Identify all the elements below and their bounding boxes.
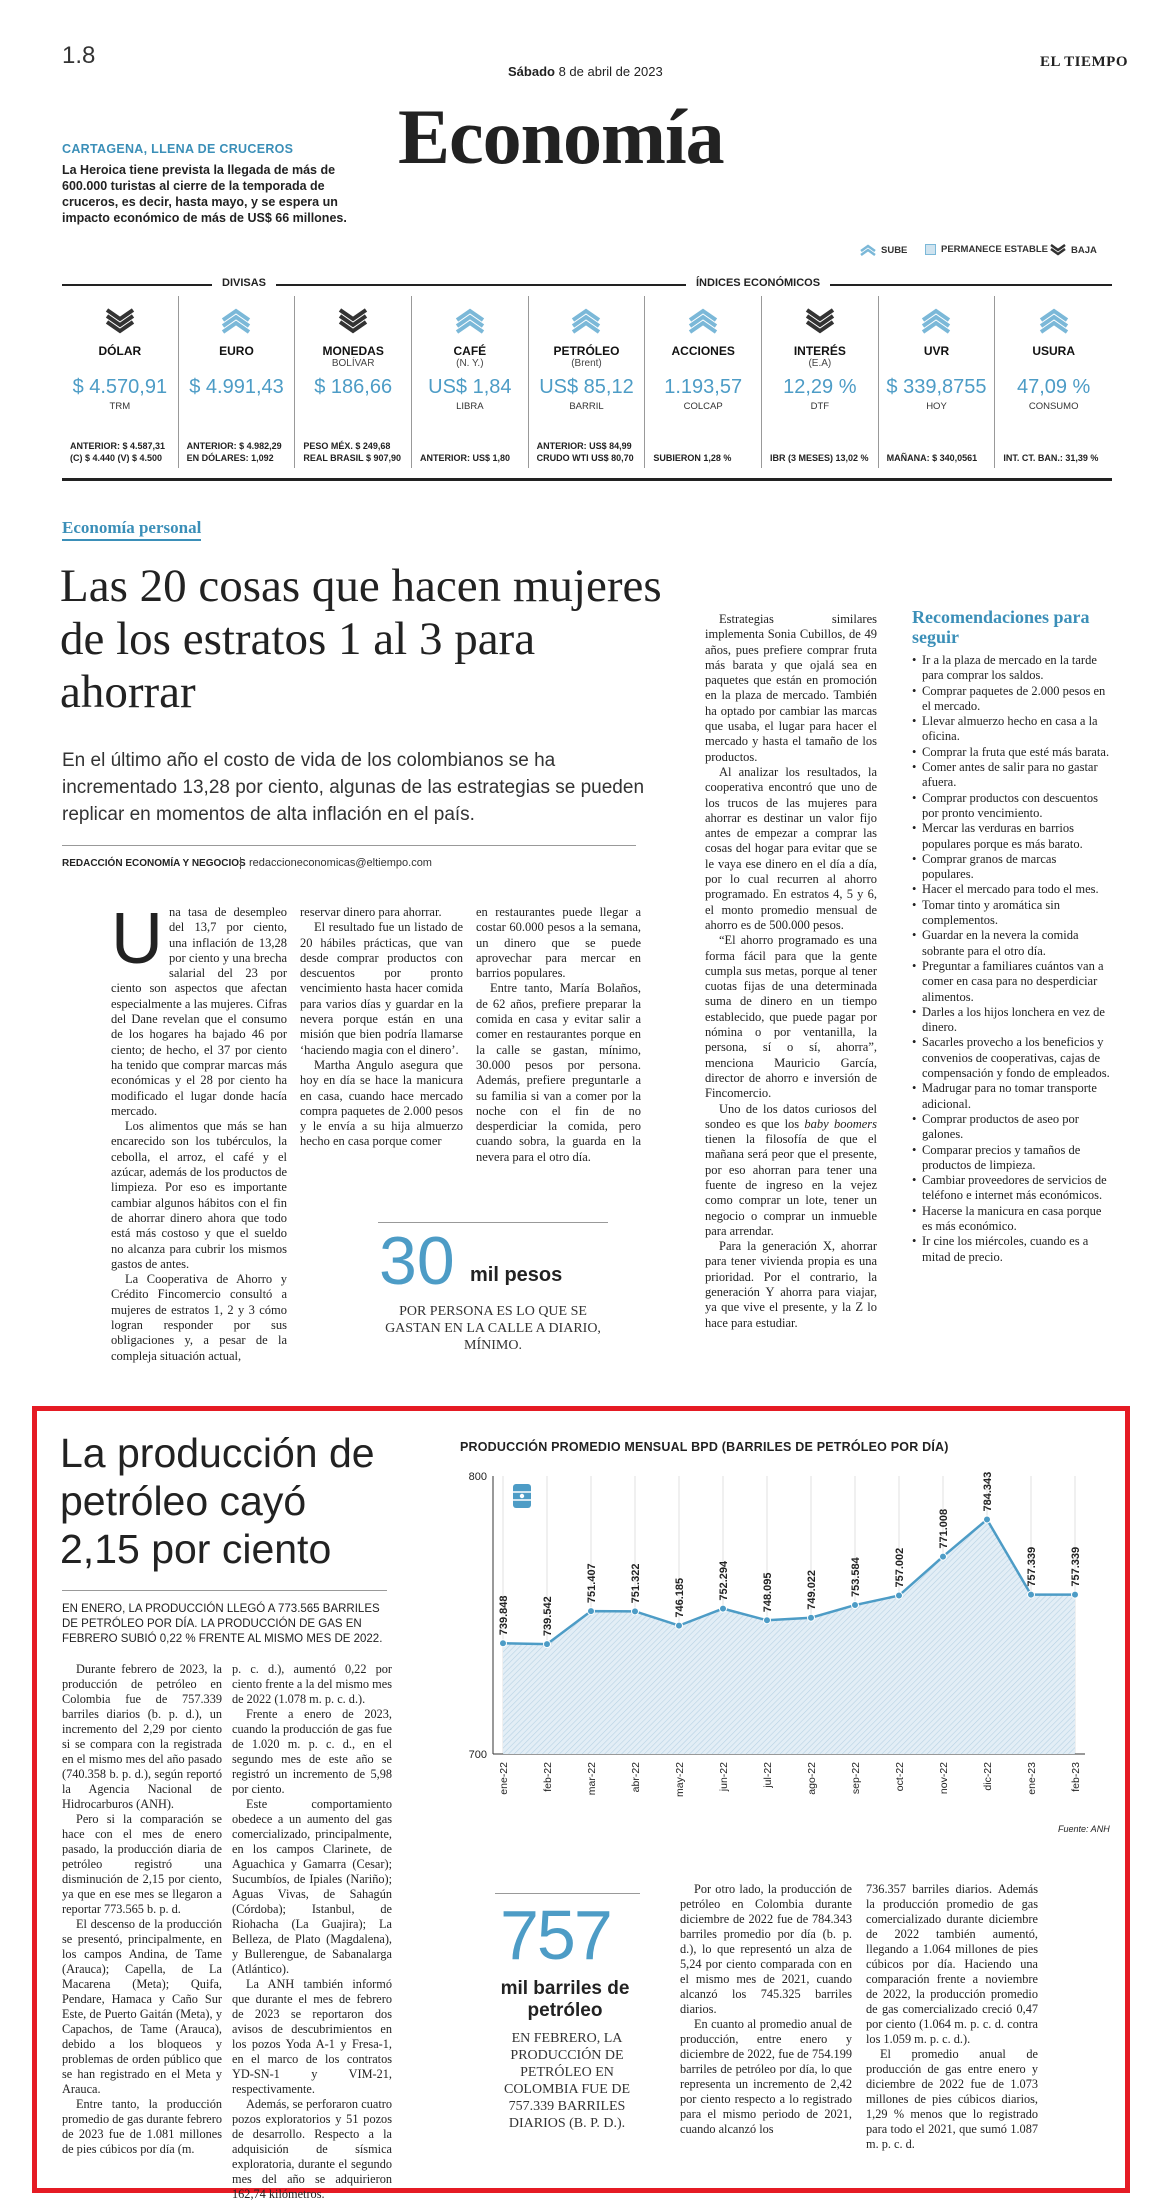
indicator-unit: HOY [926, 401, 947, 412]
chart-x-tick-label: may-22 [674, 1762, 686, 1798]
indicator-value: $ 4.991,43 [189, 376, 284, 398]
indicator-unit: TRM [109, 401, 131, 412]
indicator-foot-1: MAÑANA: $ 340,0561 [886, 453, 978, 463]
pull-quote-unit: mil pesos [470, 1264, 563, 1286]
indicator-value: 47,09 % [1016, 376, 1091, 398]
chart-x-tick-label: feb-22 [542, 1762, 554, 1792]
chart-x-tick-label: mar-22 [586, 1762, 598, 1796]
oil-column-4 [866, 1882, 1038, 2152]
trend-up-icon [220, 306, 252, 336]
issue-day: Sábado [508, 64, 555, 79]
oil-barrel-icon [513, 1484, 531, 1508]
article-col1-p3: La Cooperativa de Ahorro y Crédito Fincomercio consultó a mujeres de estratos 1, 2 y 3 cómo logran responder por sus obligaciones y, a pesar de la compleja situación actual, [111, 1272, 287, 1363]
chart-point [632, 1608, 639, 1615]
chart-point [544, 1641, 551, 1648]
chart-x-tick-label: ene-22 [498, 1762, 510, 1795]
trend-down-icon [104, 306, 136, 336]
chart-data-label: 751.322 [630, 1563, 642, 1604]
chart-data-label: 749.022 [806, 1569, 818, 1610]
recommendation-item: • Sacarles provecho a los beneficios y convenios de cooperativas, cajas de compensación y fondo de empleados. [912, 1035, 1110, 1081]
article-column-4 [705, 612, 877, 1331]
indicator-value: $ 339,8755 [886, 376, 987, 398]
oil-production-chart [455, 1462, 1095, 1824]
recommendation-item: • Madrugar para no tomar transporte adicional. [912, 1081, 1110, 1112]
chart-x-tick-label: sep-22 [850, 1762, 862, 1795]
article-col2-p3: Martha Angulo asegura que hoy en día se hace la manicura en casa, cuando hace mercado compra paquetes de 2.000 pesos y le envía a su hija almuerzo hecho en casa porque comer [300, 1057, 463, 1149]
section-title: Economía [398, 93, 724, 180]
oil-col2-p2: Frente a enero de 2023, cuando la producción de gas fue de 1.020 m. p. c. d., en el segundo mes de este año se registró un incremento de 5,98 por ciento. [232, 1707, 392, 1796]
legend-up [860, 244, 907, 256]
indicator-sub [179, 358, 295, 370]
indicator-foot-1: ANTERIOR: US$ 1,80 [420, 453, 511, 463]
legend-stable [925, 244, 1048, 255]
legend-down [1050, 244, 1097, 256]
article-column-2 [300, 905, 463, 1150]
article-col4-p5: Para la generación X, ahorrar para tener vivienda propia es una prioridad. Por el contrario, la generación Y ahorra para viajar, ya que vive el presente, y la Z lo hace para estudiar. [705, 1239, 877, 1330]
oil-col4-p1: 736.357 barriles diarios. Además la producción promedio de gas comercializado durante diciembre de 2022 también aumentó, llegando a 1.064 millones de pies cúbicos por día. Haciendo una comparación frente a noviembre de 2022, la producción promedio de gas comercializado creció 0,47 por ciento (1.064 m. p. c. d. contra los 1.059 m. p. c. d.). [866, 1882, 1038, 2046]
indicator-8 [995, 296, 1112, 468]
indicator-footnote [770, 452, 874, 464]
oil-col1-p2: Pero si la comparación se hace con el mes de enero pasado, la producción diaria de petróleo registró una disminución de 2,15 por ciento, ya que en ese mes se llegaron a reportar 773.565 b. p. d. [62, 1812, 222, 1916]
indicator-foot-1: ANTERIOR: $ 4.587,31 [70, 441, 166, 451]
indicator-footnote [187, 440, 291, 464]
chart-y-tick-label: 700 [468, 1749, 487, 1761]
indicator-foot-1: SUBIERON 1,28 % [653, 453, 732, 463]
promo-text: La Heroica tiene prevista la llegada de más de 600.000 turistas al cierre de la temporada de cruceros, es decir, hasta mayo, y se espera un impacto económico de más de US$ 66 millones. [62, 163, 347, 225]
indicator-sub: (E.A) [808, 358, 832, 369]
indicator-6 [762, 296, 879, 468]
indicator-1 [179, 296, 296, 468]
trend-up-icon [920, 306, 952, 336]
indicator-foot-1: ANTERIOR: US$ 84,99 [536, 441, 632, 451]
recommendation-item: • Ir cine los miércoles, cuando es a mitad de precio. [912, 1234, 1110, 1265]
indicator-value: $ 186,66 [314, 376, 393, 398]
oil-pull-number: 757 [500, 1896, 611, 1974]
chart-point [940, 1553, 947, 1560]
indicator-2 [295, 296, 412, 468]
indicator-name: PETRÓLEO [553, 344, 620, 358]
recommendation-item: • Preguntar a familiares cuántos van a comer en casa para no desperdiciar alimentos. [912, 959, 1110, 1005]
indicator-foot-2: EN DÓLARES: 1,092 [186, 453, 274, 463]
oil-pull-text: EN FEBRERO, LA PRODUCCIÓN DE PETRÓLEO EN COLOMBIA FUE DE 757.339 BARRILES DIARIOS (B. P. D.). [503, 2031, 630, 2131]
indicator-sub: BOLÍVAR [331, 358, 375, 369]
chart-point [808, 1614, 815, 1621]
indicator-footnote [1003, 452, 1108, 464]
indicator-footnote [303, 440, 407, 464]
oil-pull-rule [495, 1893, 640, 1894]
indicator-value: 12,29 % [783, 376, 857, 398]
oil-col2-p4: La ANH también informó que durante el mes de febrero de 2023 se reportaron dos avisos de descubrimientos en los pozos Yoda A-1 y Fresa-1, en el marco de los contratos YD-SN-1 y VIM-21, respectivamente. [232, 1977, 392, 2096]
recommendation-item: • Comprar productos de aseo por galones. [912, 1112, 1110, 1143]
oil-col2-p5: Además, se perforaron cuatro pozos exploratorios y 51 pozos de desarrollo. Respecto a la adquisición de sísmica exploratoria, durante el segundo mes del año se adquirieron 162,74 kilómetros. [232, 2097, 392, 2201]
indicator-foot-2: CRUDO WTI US$ 80,70 [536, 453, 634, 463]
indicator-unit: LIBRA [456, 401, 484, 412]
recommendation-item: • Comprar la fruta que esté más barata. [912, 745, 1110, 760]
article-col3-p2: Entre tanto, María Bolaños, de 62 años, prefiere preparar la comida en casa y evitar salir a comer en restaurantes porque en la calle se gastan, mínimo, 30.000 pesos por persona. Además, prefiere preguntarle a su familia si van a comer por la noche con el fin de no desperdiciar la comida, pero cuando sobra, la guarda en la nevera para el otro día. [476, 981, 641, 1164]
oil-column-3 [680, 1882, 852, 2137]
trend-down-icon [1050, 244, 1066, 256]
chart-x-tick-label: dic-22 [982, 1762, 994, 1791]
chart-data-label: 739.848 [498, 1595, 510, 1636]
recommendation-item: • Cambiar proveedores de servicios de teléfono e internet más económicos. [912, 1173, 1110, 1204]
indicator-7 [879, 296, 996, 468]
oil-column-2 [232, 1662, 392, 2201]
indicator-unit: COLCAP [683, 401, 723, 412]
indicator-sub [879, 358, 995, 370]
chart-data-label: 751.407 [586, 1563, 598, 1604]
trend-up-icon [1038, 306, 1070, 336]
dropcap: U [111, 899, 163, 979]
indices-label: ÍNDICES ECONÓMICOS [686, 277, 830, 289]
article-kicker[interactable]: Economía personal [62, 518, 201, 541]
article-col4-p4-a: Uno de los datos curiosos del sondeo es que los [705, 1101, 877, 1131]
trend-up-icon [687, 306, 719, 336]
article-headline: Las 20 cosas que hacen mujeres de los estratos 1 al 3 para ahorrar [60, 560, 662, 718]
indicator-name: ACCIONES [671, 344, 735, 358]
article-col2-p1: reservar dinero para ahorrar. [300, 905, 442, 919]
recommendation-item: • Comprar granos de marcas populares. [912, 852, 1110, 883]
chart-x-tick-label: abr-22 [630, 1762, 642, 1793]
chart-point [984, 1516, 991, 1523]
chart-data-label: 784.343 [982, 1471, 994, 1512]
chart-x-tick-label: ago-22 [806, 1762, 818, 1795]
indicator-unit: CONSUMO [1028, 401, 1079, 412]
recommendation-item: • Mercar las verduras en barrios populares porque es más barato. [912, 821, 1110, 852]
promo-title[interactable]: CARTAGENA, LLENA DE CRUCEROS [62, 142, 294, 156]
recommendation-item: • Guardar en la nevera la comida sobrante para el otro día. [912, 928, 1110, 959]
indicator-name: UVR [923, 344, 950, 358]
recommendation-item: • Comparar precios y tamaños de productos de limpieza. [912, 1143, 1110, 1174]
indicator-name: DÓLAR [98, 344, 142, 358]
indicators-bottom-rule [62, 478, 1112, 481]
indicator-value: 1.193,57 [664, 376, 743, 398]
indicator-name: CAFÉ [453, 344, 487, 358]
oil-col2-p3: Este comportamiento obedece a un aumento del gas comercializado, principalmente, en los campos Clarinete, de Aguachica y Gamarra (Cesar); Sucumbíos, de Ipiales (Nariño); Aguas Vivas, de Sahagún (Córdoba); Istanbul, de Riohacha (La Guajira); La Belleza, de Plato (Magdalena), y Bullerengue, de Sabanalarga (Atlántico). [232, 1797, 392, 1976]
indicator-sub [995, 358, 1112, 370]
indicator-0 [62, 296, 179, 468]
newspaper-brand[interactable]: EL TIEMPO [1040, 54, 1128, 70]
chart-x-tick-label: oct-22 [894, 1762, 906, 1792]
recommendation-item: • Hacer el mercado para todo el mes. [912, 882, 1110, 897]
chart-data-label: 757.339 [1070, 1546, 1082, 1587]
article-col1-p1: na tasa de desempleo del 13,7 por ciento, una inflación de 13,28 por ciento y una brecha salarial del 23 por ciento son aspectos que afectan especialmente a las mujeres. Cifras del Dane revelan que el consumo de los hogares ha bajado 46 por ciento; de hecho, el 37 por ciento ha tenido que comprar marcas más económicas y el 28 por ciento ha modificado el lugar donde hacía mercado. [111, 905, 287, 1118]
oil-col2-p1: p. c. d.), aumentó 0,22 por ciento frente a la del mismo mes de 2022 (1.078 m. p. c. d.). [232, 1662, 392, 1706]
article-col3-p1: en restaurantes puede llegar a costar 60.000 pesos a la semana, un dinero que se puede aprovechar para mercar en barrios populares. [476, 905, 641, 981]
oil-dek: EN ENERO, LA PRODUCCIÓN LLEGÓ A 773.565 BARRILES DE PETRÓLEO POR DÍA. LA PRODUCCIÓN DE GAS EN FEBRERO SUBIÓ 0,22 % FRENTE AL MISMO MES DE 2022. [62, 1603, 383, 1645]
chart-x-tick-label: ene-23 [1026, 1762, 1038, 1795]
chart-point [1072, 1591, 1079, 1598]
article-col4-p2: Al analizar los resultados, la cooperativa encontró que uno de los trucos de las mujeres para ahorrar es destinar un valor fijo antes de empezar a comprar las cosas del hogar para evitar que se le vaya ese dinero en el día a día, por lo cual recurren al ahorro programado. En estratos 4, 5 y 6, el monto promedio mensual de ahorro es de 500.000 pesos. [705, 764, 877, 932]
issue-date-text: 8 de abril de 2023 [558, 64, 663, 79]
chart-x-tick-label: jul-22 [762, 1762, 774, 1788]
article-col4-p1: Estrategias similares implementa Sonia Cubillos, de 49 años, pues prefiere comprar fruta más barata y que ojalá sea en paquetes que están en promoción en la plaza de mercado. También ha optado por cambiar las marcas que usaba, el lugar para hacer el mercado y hasta el tamaño de los productos. [705, 612, 877, 764]
chart-data-label: 757.002 [894, 1547, 906, 1588]
chart-point [764, 1617, 771, 1624]
indicator-sub: (Brent) [571, 358, 602, 369]
issue-date [508, 64, 663, 79]
legend-stable-label: PERMANECE ESTABLE [941, 244, 1048, 255]
indicator-foot-1: PESO MÉX. $ 249,68 [303, 441, 391, 451]
indicator-footnote [537, 440, 641, 464]
indicator-name: MONEDAS [322, 344, 384, 358]
chart-point [720, 1605, 727, 1612]
stable-icon [925, 244, 936, 255]
recommendation-item: • Darles a los hijos lonchera en vez de dinero. [912, 1005, 1110, 1036]
divisas-label: DIVISAS [212, 277, 276, 289]
byline-rule [62, 845, 636, 846]
indicator-sub: (N. Y.) [456, 358, 484, 369]
chart-data-label: 746.185 [674, 1577, 686, 1618]
chart-point [852, 1602, 859, 1609]
byline: REDACCIÓN ECONOMÍA Y NEGOCIOS [62, 858, 246, 869]
indicator-footnote [70, 440, 174, 464]
article-col2-p2: El resultado fue un listado de 20 hábiles prácticas, que van desde comprar productos con descuentos por pronto vencimiento hasta hacer comida para varios días y guardar en la nevera porque están en una misión que bien podría llamarse ‘haciendo magia con el dinero’. [300, 920, 463, 1057]
indicator-value: $ 4.570,91 [72, 376, 168, 398]
indicator-name: INTERÉS [793, 344, 846, 358]
oil-headline: La producción de petróleo cayó 2,15 por ciento [60, 1430, 375, 1572]
chart-x-tick-label: feb-23 [1070, 1762, 1082, 1792]
chart-title: PRODUCCIÓN PROMEDIO MENSUAL BPD (BARRILES DE PETRÓLEO POR DÍA) [460, 1440, 949, 1454]
pull-quote-number: 30 [379, 1223, 455, 1299]
oil-col1-p1: Durante febrero de 2023, la producción de petróleo en Colombia fue de 757.339 barriles diarios (b. p. d.), un incremento del 2,29 por ciento si se compara con la registrada en el mismo mes del año pasado (740.358 b. p. d.), según reportó la Agencia Nacional de Hidrocarburos (ANH). [62, 1662, 222, 1811]
oil-col1-p3: El descenso de la producción se presentó, principalmente, en los campos Andina, de Tame (Arauca); Capella, de La Macarena (Meta); Quifa, Pendare, Hamaca y Caño Sur Este, de Puerto Gaitán (Meta), y Capachos, de Tame (Arauca), debido a los bloqueos y problemas de orden público que se han registrado en el Meta y Arauca. [62, 1917, 222, 2096]
oil-col3-p1: Por otro lado, la producción de petróleo en Colombia durante diciembre de 2022 fue de 784.343 barriles promedio por día (b. p. d.), lo que representó un alza de 5,24 por ciento comparada con en el mismo mes de 2021, cuando alcanzó los 745.325 barriles diarios. [680, 1882, 852, 2016]
chart-data-label: 771.008 [938, 1508, 950, 1549]
indicator-unit: DTF [810, 401, 830, 412]
recommendation-item: • Comprar productos con descuentos por pronto vencimiento. [912, 791, 1110, 822]
legend-up-label: SUBE [881, 244, 908, 256]
indicator-3 [412, 296, 529, 468]
chart-data-label: 739.542 [542, 1596, 554, 1637]
trend-down-icon [337, 306, 369, 336]
byline-email[interactable]: redaccioneconomicas@eltiempo.com [240, 857, 432, 869]
recommendation-item: • Llevar almuerzo hecho en casa a la oficina. [912, 714, 1110, 745]
recommendation-item: • Comprar paquetes de 2.000 pesos en el mercado. [912, 684, 1110, 715]
oil-col1-p4: Entre tanto, la producción promedio de gas durante febrero de 2023 fue de 1.081 millones de pies cúbicos por día (m. [62, 2097, 222, 2156]
indicator-footnote [653, 452, 757, 464]
indicator-foot-1: ANTERIOR: $ 4.982,29 [186, 441, 282, 451]
legend-down-label: BAJA [1071, 244, 1097, 256]
indicator-unit: BARRIL [569, 401, 604, 412]
indicator-footnote [887, 452, 991, 464]
chart-point [1028, 1591, 1035, 1598]
indicator-name: EURO [219, 344, 254, 358]
recommendation-item: • Tomar tinto y aromática sin complementos. [912, 898, 1110, 929]
indicator-footnote [420, 452, 524, 464]
oil-column-1 [62, 1662, 222, 2157]
chart-data-label: 753.584 [850, 1557, 862, 1598]
chart-data-label: 757.339 [1026, 1546, 1038, 1587]
indicator-sub [645, 358, 761, 370]
indicator-foot-1: IBR (3 MESES) 13,02 % [770, 453, 869, 463]
chart-area [503, 1520, 1075, 1754]
page-number: 1.8 [62, 42, 96, 69]
article-col4-p3: “El ahorro programado es una forma fácil para que la gente cumpla sus metas, porque al tener cuotas fijas de una determinada suma de dinero en un tiempo establecido, que puede pagar por nómina o por ventanilla, la persona, sí o sí, ahorra”, menciona Mauricio García, director de ahorro e inversión de Fincomercio. [705, 933, 877, 1101]
indicator-4 [529, 296, 646, 468]
recommendations-list [912, 653, 1110, 1265]
recommendations-title: Recomendaciones para seguir [912, 607, 1090, 647]
article-col4-p4-italic: baby boomers [804, 1116, 877, 1131]
trend-up-icon [570, 306, 602, 336]
chart-point [500, 1640, 507, 1647]
chart-x-tick-label: jun-22 [718, 1762, 730, 1792]
trend-up-icon [860, 244, 876, 256]
indicator-foot-2: (C) $ 4.440 (V) $ 4.500 [70, 453, 163, 463]
chart-data-label: 748.095 [762, 1572, 774, 1613]
oil-col3-p2: En cuanto al promedio anual de producción, entre enero y diciembre de 2022, fue de 754.199 barriles de petróleo por día, lo que representa un incremento de 2,42 por ciento respecto a lo registrado para el mismo periodo de 2021, cuando alcanzó los [680, 2017, 852, 2136]
chart-point [588, 1608, 595, 1615]
indicator-value: US$ 1,84 [428, 376, 512, 398]
chart-x-tick-label: nov-22 [938, 1762, 950, 1795]
indicator-name: USURA [1032, 344, 1075, 358]
trend-up-icon [454, 306, 486, 336]
article-col1-p2: Los alimentos que más se han encarecido son los tubérculos, la cebolla, el arroz, el café y el azúcar, además de los productos de limpieza. Por eso es importante cambiar algunos hábitos con el fin de ahorrar dinero ahora que todo está más costoso y que el sueldo no alcanza para cubrir los mismos gastos de antes. [111, 1119, 287, 1271]
article-dek: En el último año el costo de vida de los colombianos se ha incrementado 13,28 por ciento, algunas de las estrategias se pueden replicar en momentos de alta inflación en el país. [62, 750, 645, 825]
indicator-5 [645, 296, 762, 468]
article-column-1 [111, 899, 287, 1364]
trend-down-icon [804, 306, 836, 336]
indicator-sub [62, 358, 178, 370]
recommendation-item: • Hacerse la manicura en casa porque es más económico. [912, 1204, 1110, 1235]
indicator-foot-1: INT. CT. BAN.: 31,39 % [1003, 453, 1099, 463]
oil-pull-label: mil barriles de petróleo [500, 1978, 630, 2021]
chart-source: Fuente: ANH [1058, 1824, 1110, 1834]
article-col4-p4-b: tienen la filosofía de que el mañana será peor que el presente, por eso ahorran para tener una fuente de ingreso en la vejez como comprar un lote, tener un negocio o comprar un inmueble para arrendar. [705, 1132, 877, 1238]
oil-col4-p2: El promedio anual de producción de gas entre enero y diciembre de 2022 fue de 1.073 millones de pies cúbicos diarios, 1,29 % menos que lo registrado para todo el 2021, que sumó 1.087 m. p. c. d. [866, 2047, 1038, 2151]
chart-y-tick-label: 800 [468, 1471, 487, 1483]
indicator-foot-2: REAL BRASIL $ 907,90 [303, 453, 402, 463]
article-column-3 [476, 905, 641, 1165]
pull-quote-text: POR PERSONA ES LO QUE SE GASTAN EN LA CALLE A DIARIO, MÍNIMO. [385, 1304, 601, 1353]
chart-point [896, 1592, 903, 1599]
chart-data-label: 752.294 [718, 1560, 730, 1601]
recommendation-item: • Comer antes de salir para no gastar afuera. [912, 760, 1110, 791]
chart-point [676, 1622, 683, 1629]
article-col4-p4 [705, 1102, 877, 1240]
recommendation-item: • Ir a la plaza de mercado en la tarde para comprar los saldos. [912, 653, 1110, 684]
oil-dek-rule [62, 1590, 387, 1591]
indicator-value: US$ 85,12 [539, 376, 634, 398]
